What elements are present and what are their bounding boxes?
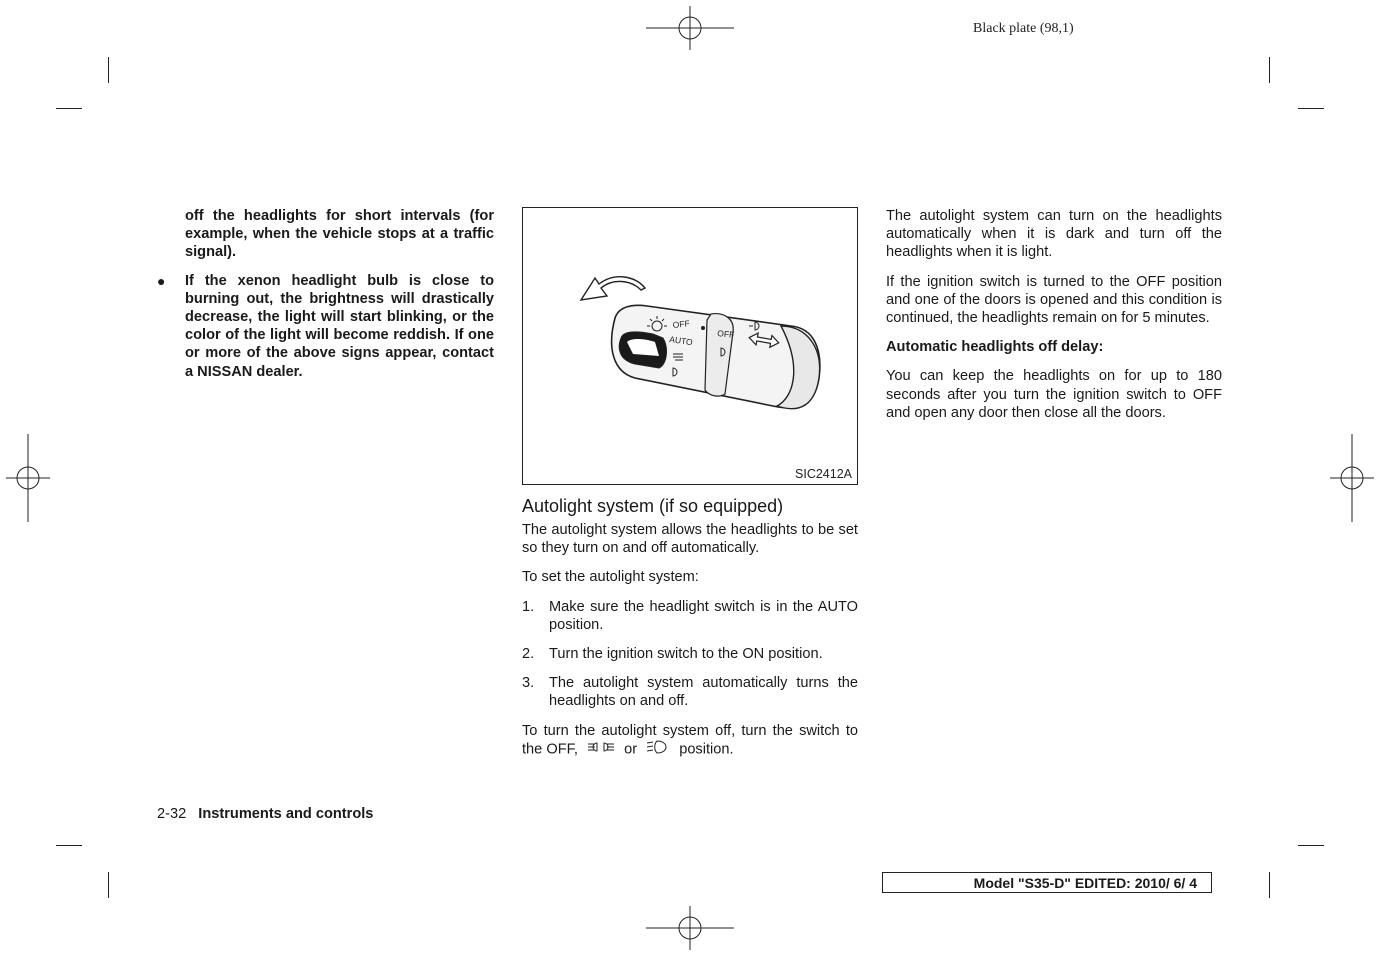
- position-text: position.: [679, 741, 734, 758]
- lead-paragraph: To set the autolight system:: [522, 569, 699, 586]
- list-item: [522, 598, 858, 634]
- list-number: 2.: [522, 646, 535, 663]
- bullet-marker: ●: [157, 272, 166, 289]
- list-item: [522, 645, 858, 663]
- svg-text:OFF: OFF: [672, 318, 691, 330]
- list-item: [522, 674, 858, 710]
- or-text: or: [624, 741, 638, 758]
- headlight-switch-illustration: [523, 208, 857, 484]
- continuation-text: off the headlights for short intervals (for example, when the vehicle stops at a traffic signal).: [185, 208, 494, 261]
- delay-paragraph: You can keep the headlights on for up to 180 seconds after you turn the ignition switch to OFF and open any door then close all the doors.: [886, 368, 1222, 421]
- ignition-paragraph: If the ignition switch is turned to the OFF position and one of the doors is opened and this condition is continued, the headlights remain on for 5 minutes.: [886, 273, 1222, 327]
- page-number: 2-32: [157, 806, 187, 822]
- list-number: 3.: [522, 675, 535, 692]
- middle-column: [522, 495, 858, 770]
- figure-code: SIC2412A: [795, 467, 852, 481]
- section-heading: Autolight system (if so equipped): [522, 496, 784, 516]
- left-column: [157, 207, 494, 391]
- section-title: Instruments and controls: [198, 806, 374, 822]
- turn-off-text: To turn the autolight system off, turn the switch to the OFF,: [522, 722, 858, 758]
- registration-mark-icon: [6, 434, 50, 522]
- headlight-icon: [647, 740, 669, 759]
- headlight-switch-figure: [522, 207, 858, 485]
- svg-text:AUTO: AUTO: [668, 334, 694, 348]
- registration-mark-icon: [646, 906, 734, 950]
- list-text: The autolight system automatically turns the headlights on and off.: [549, 675, 858, 710]
- intro-paragraph: The autolight system allows the headlights to be set so they turn on and off automatically.: [522, 522, 858, 557]
- turn-off-paragraph: [522, 722, 858, 759]
- registration-mark-icon: [646, 6, 734, 50]
- right-column: [886, 207, 1222, 433]
- parking-light-icon: [588, 740, 614, 758]
- xenon-warning-bullet: [157, 272, 494, 381]
- list-text: Make sure the headlight switch is in the AUTO position.: [549, 598, 858, 633]
- registration-mark-icon: [1330, 434, 1374, 522]
- xenon-warning-text: If the xenon headlight bulb is close to burning out, the brightness will drastically decrease, the light will start blinking, or the color of the light will become reddish. If one or more of the above signs appear, contact a NISSAN dealer.: [185, 272, 494, 380]
- page-footer: [157, 806, 373, 822]
- plate-label: Black plate (98,1): [973, 21, 1074, 36]
- list-text: Turn the ignition switch to the ON position.: [549, 646, 823, 663]
- list-number: 1.: [522, 598, 535, 615]
- delay-subheading: Automatic headlights off delay:: [886, 339, 1104, 356]
- autolight-paragraph: The autolight system can turn on the headlights automatically when it is dark and turn off the headlights when it is light.: [886, 208, 1222, 261]
- model-box: Model "S35-D" EDITED: 2010/ 6/ 4: [882, 872, 1212, 893]
- svg-text:OFF: OFF: [716, 328, 735, 340]
